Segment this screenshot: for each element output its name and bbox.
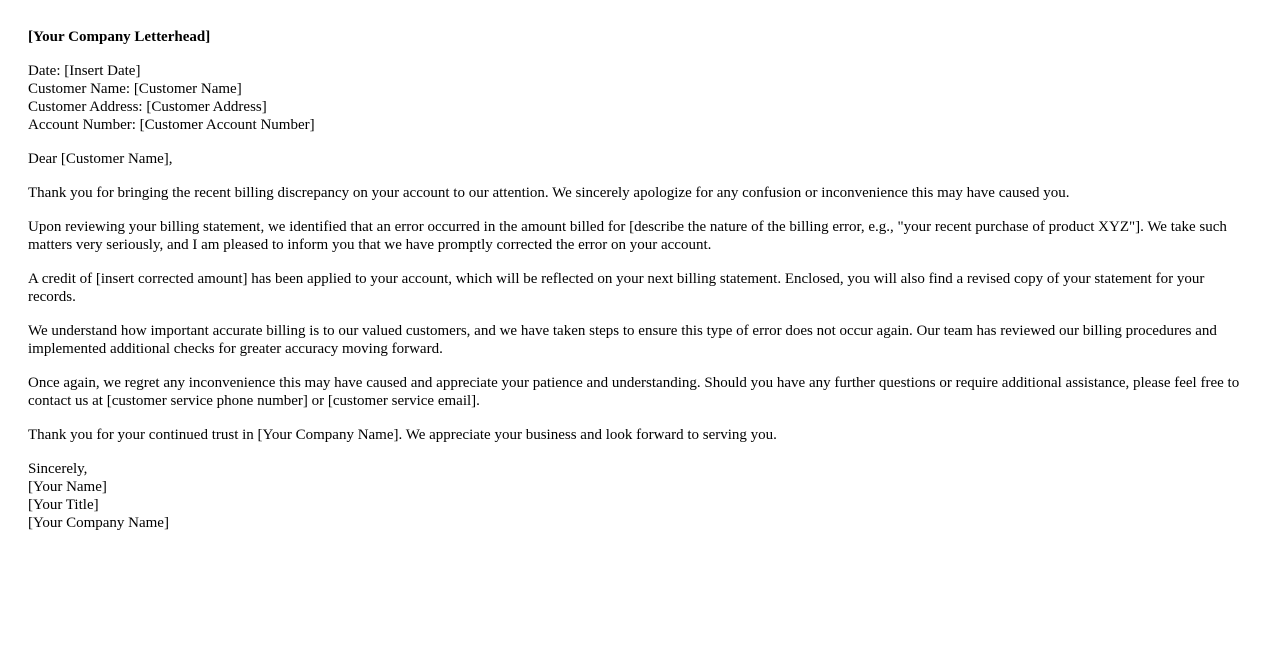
signature-block xyxy=(28,460,1252,532)
paragraph-contact: Once again, we regret any inconvenience this may have caused and appreciate your patience and understanding. Should you have any further questions or require additional assistance, please feel free to contact us at [customer service phone number] or [customer service email]. xyxy=(28,375,1240,409)
paragraph-error-identified: Upon reviewing your billing statement, we identified that an error occurred in the amount billed for [describe the nature of the billing error, e.g., "your recent purchase of product XYZ"]. We take such matters very seriously, and I am pleased to inform you that we have promptly corrected the error on your account. xyxy=(28,219,1227,253)
customer-name-line: Customer Name: [Customer Name] xyxy=(28,81,242,97)
sign-off: Sincerely, xyxy=(28,461,88,477)
signer-title: [Your Title] xyxy=(28,497,99,513)
date-line: Date: [Insert Date] xyxy=(28,63,141,79)
letter xyxy=(28,28,1252,548)
paragraph-thanks: Thank you for your continued trust in [Your Company Name]. We appreciate your business and look forward to serving you. xyxy=(28,427,777,443)
customer-details xyxy=(28,62,1252,134)
signer-company: [Your Company Name] xyxy=(28,515,169,531)
letterhead: [Your Company Letterhead] xyxy=(28,29,211,45)
paragraph-prevention: We understand how important accurate billing is to our valued customers, and we have taken steps to ensure this type of error does not occur again. Our team has reviewed our billing procedures and implemented additional checks for greater accuracy moving forward. xyxy=(28,323,1217,357)
customer-address-line: Customer Address: [Customer Address] xyxy=(28,99,267,115)
signer-name: [Your Name] xyxy=(28,479,107,495)
paragraph-credit-applied: A credit of [insert corrected amount] has been applied to your account, which will be reflected on your next billing statement. Enclosed, you will also find a revised copy of your statement for your records. xyxy=(28,271,1205,305)
account-number-line: Account Number: [Customer Account Number] xyxy=(28,117,315,133)
salutation: Dear [Customer Name], xyxy=(28,151,173,167)
paragraph-acknowledgement: Thank you for bringing the recent billing discrepancy on your account to our attention. We sincerely apologize for any confusion or inconvenience this may have caused you. xyxy=(28,185,1070,201)
